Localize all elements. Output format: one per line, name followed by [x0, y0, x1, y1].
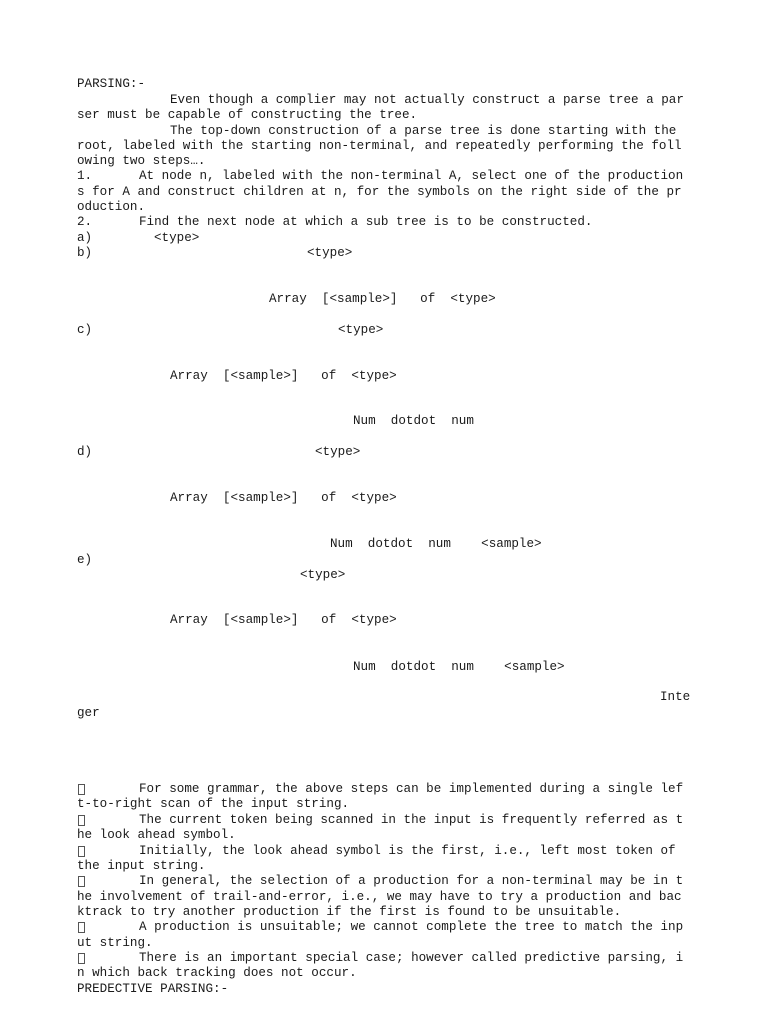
- intro-line-1: Even though a complier may not actually construct a parse tree a par: [170, 93, 684, 107]
- tree-a-label: a): [77, 231, 93, 245]
- tree-e-row-3a: Inte: [660, 690, 691, 704]
- bullet-5-line-2: ut string.: [77, 936, 153, 950]
- step-1-line-1: At node n, labeled with the non-terminal A, select one of the production: [139, 169, 684, 183]
- step-2-number: 2.: [77, 215, 93, 229]
- intro-line-2: ser must be capable of constructing the tree.: [77, 108, 418, 122]
- section-heading-predictive-parsing: PREDECTIVE PARSING:-: [77, 982, 229, 996]
- bullet-3-line-1: Initially, the look ahead symbol is the first, i.e., left most token of: [139, 844, 676, 858]
- bullet-5-line-1: A production is unsuitable; we cannot complete the tree to match the inp: [139, 920, 684, 934]
- bullet-box-icon: [78, 876, 85, 887]
- bullet-box-icon: [78, 815, 85, 826]
- tree-d-row-1: Array [<sample>] of <type>: [170, 491, 397, 505]
- tree-e-label: e): [77, 553, 93, 567]
- bullet-6-line-1: There is an important special case; however called predictive parsing, i: [139, 951, 684, 965]
- tree-a-root: <type>: [154, 231, 200, 245]
- step-2-line-1: Find the next node at which a sub tree is to be constructed.: [139, 215, 593, 229]
- bullet-4-line-3: ktrack to try another production if the first is found to be unsuitable.: [77, 905, 622, 919]
- tree-e-root: <type>: [300, 568, 346, 582]
- tree-b-row-1: Array [<sample>] of <type>: [269, 292, 496, 306]
- bullet-1-line-2: t-to-right scan of the input string.: [77, 797, 350, 811]
- bullet-box-icon: [78, 922, 85, 933]
- bullet-4-line-2: he involvement of trail-and-error, i.e., we may have to try a production and bac: [77, 890, 682, 904]
- tree-e-row-3b: ger: [77, 706, 100, 720]
- tree-c-label: c): [77, 323, 93, 337]
- bullet-4-line-1: In general, the selection of a production for a non-terminal may be in t: [139, 874, 684, 888]
- tree-b-label: b): [77, 246, 93, 260]
- bullet-2-line-1: The current token being scanned in the input is frequently referred as t: [139, 813, 684, 827]
- step-1-line-3: oduction.: [77, 200, 146, 214]
- tree-d-label: d): [77, 445, 93, 459]
- tree-e-row-1: Array [<sample>] of <type>: [170, 613, 397, 627]
- step-1-line-2: s for A and construct children at n, for the symbols on the right side of the pr: [77, 185, 682, 199]
- section-heading-parsing: PARSING:-: [77, 77, 146, 91]
- bullet-2-line-2: he look ahead symbol.: [77, 828, 236, 842]
- bullet-1-line-1: For some grammar, the above steps can be implemented during a single lef: [139, 782, 684, 796]
- tree-c-root: <type>: [338, 323, 384, 337]
- bullet-box-icon: [78, 953, 85, 964]
- tree-d-row-2: Num dotdot num <sample>: [330, 537, 542, 551]
- tree-b-root: <type>: [307, 246, 353, 260]
- intro-line-4: root, labeled with the starting non-terminal, and repeatedly performing the foll: [77, 139, 682, 153]
- bullet-box-icon: [78, 846, 85, 857]
- intro-line-5: owing two steps….: [77, 154, 206, 168]
- bullet-6-line-2: n which back tracking does not occur.: [77, 966, 357, 980]
- bullet-box-icon: [78, 784, 85, 795]
- tree-e-row-2: Num dotdot num <sample>: [353, 660, 565, 674]
- tree-c-row-2: Num dotdot num: [353, 414, 474, 428]
- tree-d-root: <type>: [315, 445, 361, 459]
- tree-c-row-1: Array [<sample>] of <type>: [170, 369, 397, 383]
- step-1-number: 1.: [77, 169, 93, 183]
- bullet-3-line-2: the input string.: [77, 859, 206, 873]
- intro-line-3: The top-down construction of a parse tree is done starting with the: [170, 124, 677, 138]
